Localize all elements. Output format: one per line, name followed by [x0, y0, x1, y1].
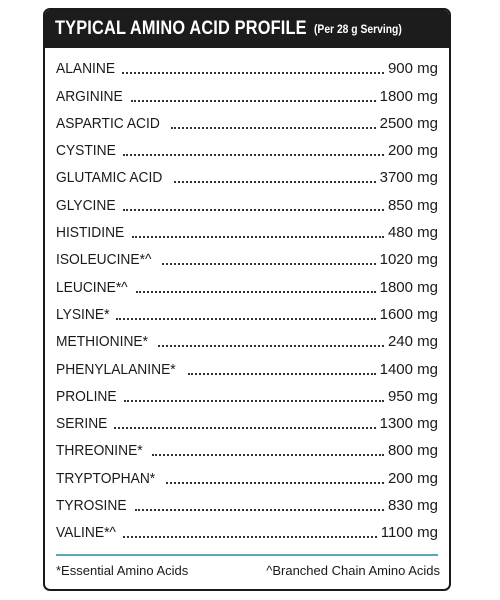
amino-acid-name: GLUTAMIC ACID — [56, 169, 163, 187]
amino-acid-name: THREONINE* — [56, 442, 143, 460]
dot-leader — [123, 209, 384, 211]
list-item — [56, 300, 438, 327]
list-item — [56, 54, 438, 81]
amino-acid-amount: 1100 mg — [380, 524, 438, 542]
list-item — [56, 491, 438, 518]
amino-acid-name: METHIONINE* — [56, 333, 149, 351]
amino-acid-name: ASPARTIC ACID — [56, 114, 160, 132]
list-item — [56, 245, 438, 272]
amino-acid-amount: 480 mg — [387, 224, 438, 242]
amino-acid-name: ALANINE — [56, 60, 116, 78]
list-item — [56, 518, 438, 545]
list-item — [56, 136, 438, 163]
header-subtitle: (Per 28 g Serving) — [313, 22, 402, 36]
dot-leader — [132, 236, 384, 238]
amino-acid-amount: 1600 mg — [379, 305, 438, 323]
amino-acid-name: VALINE*^ — [56, 524, 116, 542]
list-item — [56, 436, 438, 463]
dot-leader — [152, 454, 384, 456]
dot-leader — [122, 72, 384, 74]
dot-leader — [188, 373, 376, 375]
amino-acid-name: CYSTINE — [56, 142, 116, 160]
amino-acid-name: ISOLEUCINE*^ — [56, 251, 152, 269]
amino-acid-name: TRYPTOPHAN* — [56, 469, 156, 487]
amino-acid-profile-panel — [43, 8, 451, 591]
amino-acid-amount: 200 mg — [387, 469, 438, 487]
dot-leader — [162, 263, 376, 265]
essential-amino-acids-note: *Essential Amino Acids — [56, 563, 189, 578]
dot-leader — [116, 318, 376, 320]
list-item — [56, 163, 438, 190]
list-item — [56, 81, 438, 108]
list-item — [56, 327, 438, 354]
amino-acid-amount: 1400 mg — [379, 360, 438, 378]
amino-acid-amount: 200 mg — [387, 142, 438, 160]
amino-acid-amount: 3700 mg — [379, 169, 438, 187]
footer-divider — [56, 554, 438, 556]
amino-acid-name: GLYCINE — [56, 196, 116, 214]
header-title: TYPICAL AMINO ACID PROFILE — [55, 18, 307, 39]
list-item — [56, 190, 438, 217]
amino-acid-amount: 800 mg — [387, 442, 438, 460]
amino-acid-name: LYSINE* — [56, 305, 110, 323]
amino-acid-name: HISTIDINE — [56, 224, 125, 242]
amino-acid-name: ARGININE — [56, 87, 123, 105]
list-item — [56, 409, 438, 436]
dot-leader — [174, 181, 376, 183]
amino-acid-amount: 240 mg — [387, 333, 438, 351]
amino-acid-amount: 2500 mg — [379, 114, 438, 132]
bcaa-note: ^Branched Chain Amino Acids — [266, 563, 440, 578]
dot-leader — [123, 154, 384, 156]
list-item — [56, 382, 438, 409]
list-item — [56, 354, 438, 381]
amino-acid-name: PROLINE — [56, 387, 117, 405]
amino-acid-name: LEUCINE*^ — [56, 278, 128, 296]
dot-leader — [135, 509, 384, 511]
list-item — [56, 272, 438, 299]
panel-footer — [56, 563, 440, 578]
amino-acid-amount: 1300 mg — [379, 415, 438, 433]
list-item — [56, 109, 438, 136]
amino-acid-list — [45, 48, 449, 545]
dot-leader — [123, 536, 377, 538]
list-item — [56, 463, 438, 490]
amino-acid-amount: 1800 mg — [379, 278, 438, 296]
amino-acid-amount: 1800 mg — [379, 87, 438, 105]
dot-leader — [166, 482, 384, 484]
list-item — [56, 218, 438, 245]
amino-acid-amount: 950 mg — [387, 387, 438, 405]
dot-leader — [131, 100, 376, 102]
dot-leader — [136, 291, 376, 293]
amino-acid-name: PHENYLALANINE* — [56, 360, 176, 378]
amino-acid-amount: 830 mg — [387, 497, 438, 515]
amino-acid-name: TYROSINE — [56, 497, 127, 515]
panel-header — [45, 10, 449, 48]
dot-leader — [158, 345, 384, 347]
dot-leader — [171, 127, 376, 129]
amino-acid-amount: 850 mg — [387, 196, 438, 214]
dot-leader — [114, 427, 376, 429]
amino-acid-name: SERINE — [56, 415, 108, 433]
amino-acid-amount: 1020 mg — [379, 251, 438, 269]
dot-leader — [124, 400, 384, 402]
amino-acid-amount: 900 mg — [387, 60, 438, 78]
